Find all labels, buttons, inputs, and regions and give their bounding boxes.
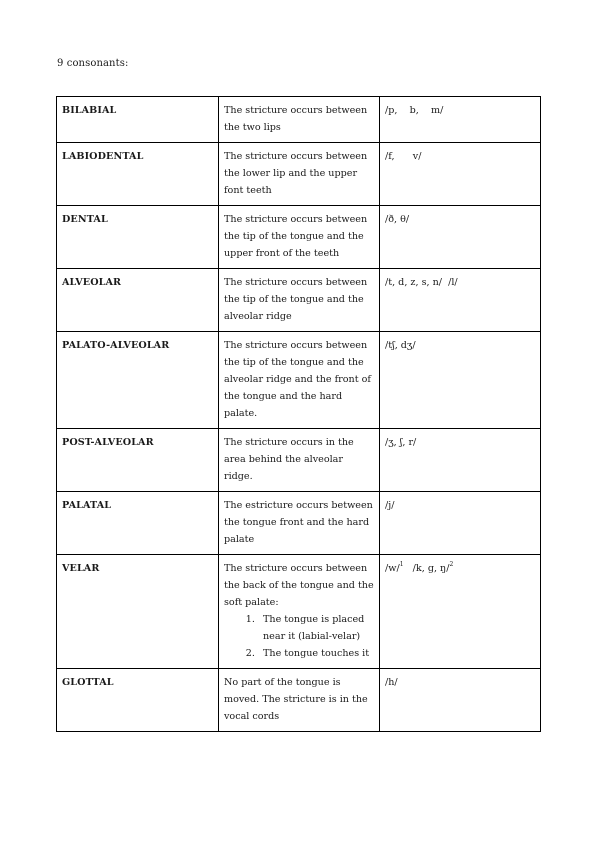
- list-item: 2. The tongue touches it: [258, 645, 374, 662]
- place-label: POST-ALVEOLAR: [62, 437, 154, 448]
- table-row: [57, 206, 541, 269]
- consonants-table: [56, 96, 541, 732]
- table-row: [57, 429, 541, 492]
- place-label: ALVEOLAR: [62, 277, 122, 288]
- place-cell: [57, 555, 219, 669]
- place-cell: [57, 269, 219, 332]
- table-row: [57, 269, 541, 332]
- table-row: [57, 669, 541, 732]
- sounds-text: /p, b, m/: [385, 105, 444, 116]
- sounds-text: /w/: [385, 563, 400, 574]
- description-cell: The stricture occurs between the tip of the tongue and the alveolar ridge and the front of the tongue and the hard palate.: [219, 332, 380, 429]
- description-cell: The stricture occurs between the tip of the tongue and the upper front of the teeth: [219, 206, 380, 269]
- sounds-text: /tʃ, dʒ/: [385, 340, 416, 351]
- description-cell: The estricture occurs between the tongue front and the hard palate: [219, 492, 380, 555]
- description-cell: No part of the tongue is moved. The stricture is in the vocal cords: [219, 669, 380, 732]
- sounds-cell: [380, 332, 541, 429]
- table-row: [57, 492, 541, 555]
- list-item: 1. The tongue is placed near it (labial-velar): [258, 611, 374, 645]
- footnote-ref: 2: [449, 561, 454, 568]
- description-cell: The stricture occurs between the tip of the tongue and the alveolar ridge: [219, 269, 380, 332]
- sounds-cell: [380, 555, 541, 669]
- place-cell: [57, 492, 219, 555]
- sounds-cell: [380, 143, 541, 206]
- table-row: [57, 97, 541, 143]
- place-cell: [57, 97, 219, 143]
- sounds-text: /t, d, z, s, n/ /l/: [385, 277, 458, 288]
- footnote-ref: 1: [399, 561, 404, 568]
- table-row: [57, 143, 541, 206]
- place-cell: [57, 143, 219, 206]
- sounds-cell: [380, 269, 541, 332]
- sounds-cell: [380, 429, 541, 492]
- place-label: PALATAL: [62, 500, 112, 511]
- sounds-text: /h/: [385, 677, 398, 688]
- sounds-cell: [380, 669, 541, 732]
- intro-text: 9 consonants:: [57, 58, 129, 69]
- sounds-text: /f, v/: [385, 151, 422, 162]
- sounds-cell: [380, 492, 541, 555]
- description-cell: [219, 555, 380, 669]
- place-label: DENTAL: [62, 214, 108, 225]
- place-cell: [57, 332, 219, 429]
- description-text: The stricture occurs between the back of the tongue and the soft palate:: [224, 563, 374, 608]
- sounds-text: /k, g, ŋ/: [412, 563, 450, 574]
- sounds-text: /ð, θ/: [385, 214, 410, 225]
- description-cell: The stricture occurs between the lower lip and the upper font teeth: [219, 143, 380, 206]
- place-cell: [57, 429, 219, 492]
- table-row: [57, 555, 541, 669]
- sounds-cell: [380, 97, 541, 143]
- place-cell: [57, 669, 219, 732]
- sounds-text: /ʒ, ʃ, r/: [385, 437, 417, 448]
- sounds-cell: [380, 206, 541, 269]
- place-label: VELAR: [62, 563, 100, 574]
- place-label: BILABIAL: [62, 105, 117, 116]
- velar-list: [224, 611, 374, 662]
- place-label: PALATO-ALVEOLAR: [62, 340, 170, 351]
- place-label: LABIODENTAL: [62, 151, 144, 162]
- place-cell: [57, 206, 219, 269]
- sounds-text: /j/: [385, 500, 395, 511]
- description-cell: The stricture occurs between the two lips: [219, 97, 380, 143]
- place-label: GLOTTAL: [62, 677, 114, 688]
- description-cell: The stricture occurs in the area behind the alveolar ridge.: [219, 429, 380, 492]
- table-row: [57, 332, 541, 429]
